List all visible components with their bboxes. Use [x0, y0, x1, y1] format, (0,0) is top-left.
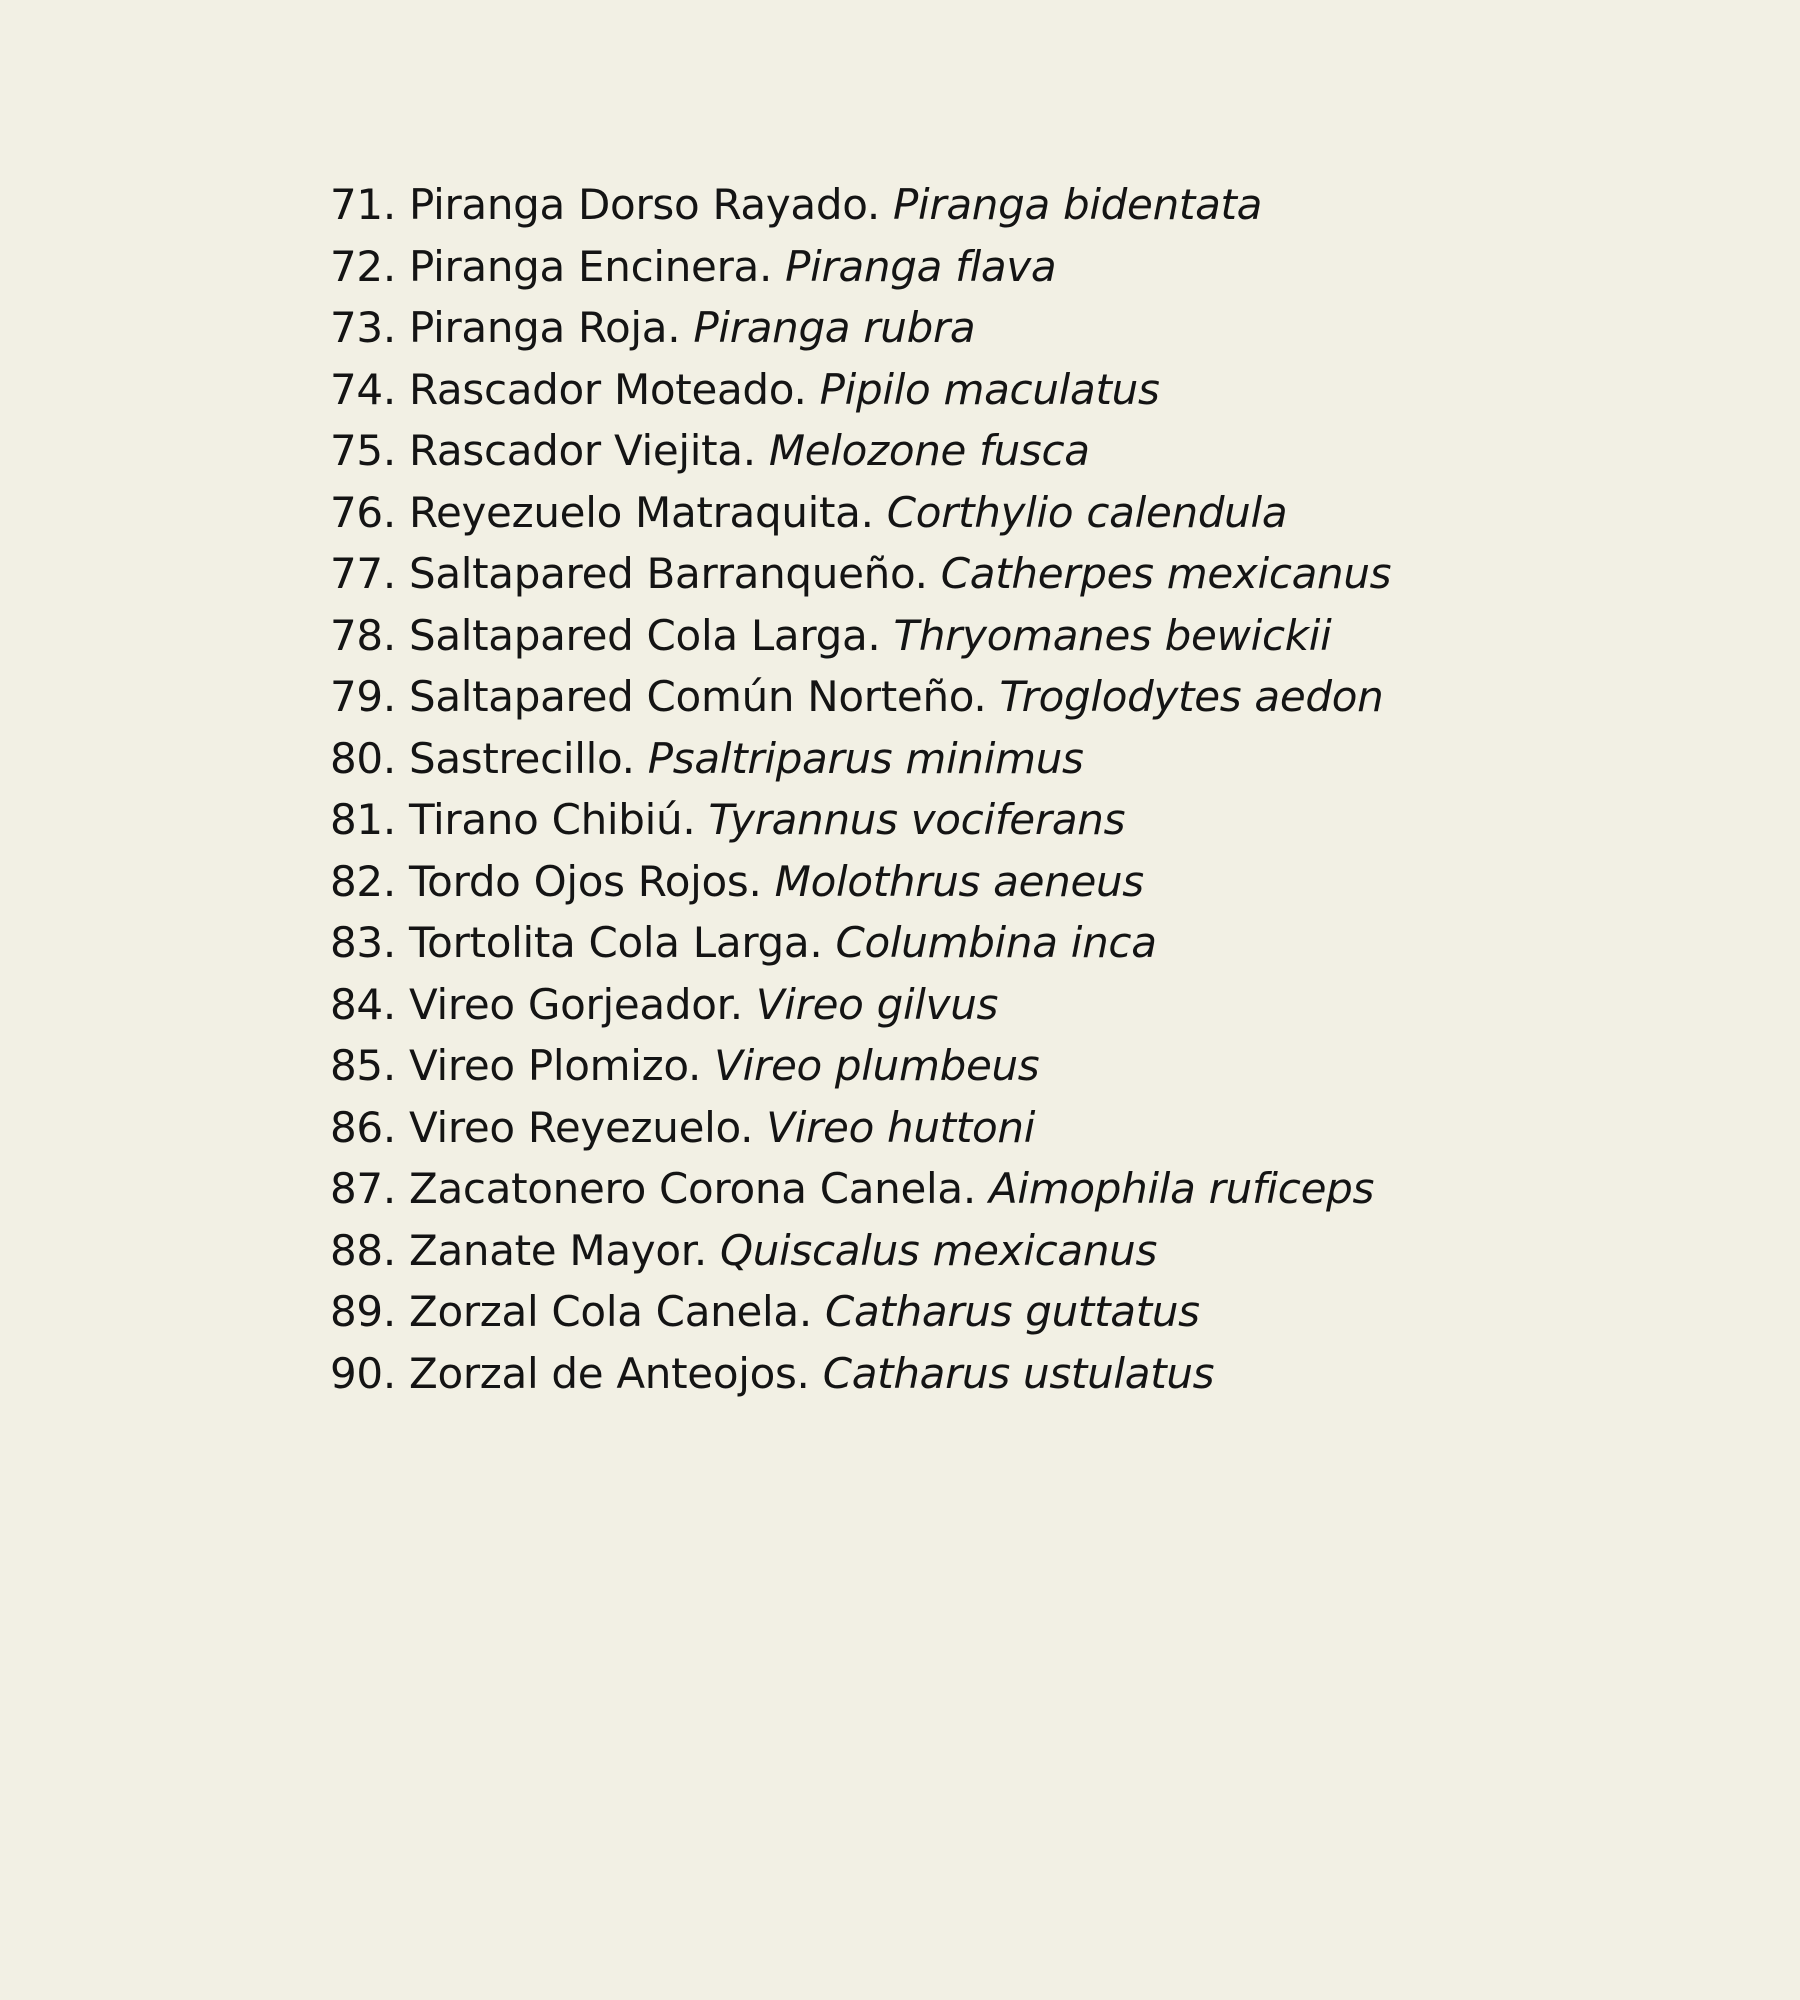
common-name: Zacatonero Corona Canela. — [408, 1164, 976, 1213]
common-name: Vireo Gorjeador. — [408, 979, 743, 1029]
item-number: 81. — [330, 795, 396, 844]
common-name: Sastrecillo. — [408, 733, 635, 783]
scientific-name: Melozone fusca — [768, 426, 1090, 475]
item-number: 80. — [330, 733, 396, 783]
list-item — [330, 236, 1391, 298]
item-number: 85. — [330, 1041, 396, 1090]
scientific-name: Tyrannus vociferans — [708, 795, 1126, 844]
item-number: 78. — [330, 610, 396, 660]
list-item — [330, 666, 1391, 728]
common-name: Tordo Ojos Rojos. — [408, 856, 762, 906]
list-item — [330, 728, 1391, 790]
scientific-name: Psaltriparus minimus — [647, 733, 1084, 783]
scientific-name: Thryomanes bewickii — [893, 610, 1332, 660]
common-name: Saltapared Cola Larga. — [408, 610, 881, 660]
list-item — [330, 605, 1391, 667]
item-number: 75. — [330, 426, 396, 475]
common-name: Reyezuelo Matraquita. — [408, 487, 874, 537]
scientific-name: Molothrus aeneus — [774, 856, 1144, 906]
scientific-name: Piranga bidentata — [892, 180, 1263, 229]
common-name: Vireo Plomizo. — [408, 1041, 702, 1090]
common-name: Piranga Roja. — [408, 303, 681, 352]
scientific-name: Columbina inca — [835, 918, 1157, 967]
item-number: 77. — [330, 549, 396, 598]
list-item — [330, 1158, 1391, 1220]
list-item — [330, 851, 1391, 913]
item-number: 79. — [330, 672, 396, 721]
item-number: 83. — [330, 918, 396, 967]
item-number: 82. — [330, 856, 396, 906]
common-name: Zorzal Cola Canela. — [408, 1287, 812, 1336]
list-item — [330, 1343, 1391, 1405]
list-item — [330, 1035, 1391, 1097]
scientific-name: Catherpes mexicanus — [940, 549, 1392, 598]
common-name: Saltapared Común Norteño. — [408, 672, 987, 721]
common-name: Piranga Encinera. — [408, 241, 773, 291]
list-item — [330, 789, 1391, 851]
scientific-name: Quiscalus mexicanus — [719, 1225, 1158, 1275]
list-item — [330, 1097, 1391, 1159]
list-item — [330, 174, 1391, 236]
scientific-name: Vireo plumbeus — [714, 1041, 1040, 1090]
list-item — [330, 912, 1391, 974]
item-number: 72. — [330, 241, 396, 291]
common-name: Zorzal de Anteojos. — [408, 1348, 810, 1398]
common-name: Rascador Moteado. — [408, 364, 807, 414]
common-name: Piranga Dorso Rayado. — [408, 180, 880, 229]
list-item — [330, 1281, 1391, 1343]
item-number: 84. — [330, 979, 396, 1029]
common-name: Rascador Viejita. — [408, 426, 756, 475]
common-name: Tirano Chibiú. — [408, 795, 696, 844]
scientific-name: Vireo huttoni — [766, 1102, 1036, 1152]
common-name: Tortolita Cola Larga. — [408, 918, 823, 967]
item-number: 73. — [330, 303, 396, 352]
scientific-name: Piranga rubra — [693, 303, 976, 352]
list-item — [330, 1220, 1391, 1282]
scientific-name: Catharus guttatus — [824, 1287, 1200, 1336]
scientific-name: Corthylio calendula — [886, 487, 1288, 537]
scientific-name: Vireo gilvus — [755, 979, 999, 1029]
list-item — [330, 359, 1391, 421]
item-number: 86. — [330, 1102, 396, 1152]
scientific-name: Aimophila ruficeps — [988, 1164, 1375, 1213]
common-name: Zanate Mayor. — [408, 1225, 707, 1275]
list-item — [330, 420, 1391, 482]
item-number: 90. — [330, 1348, 396, 1398]
scientific-name: Pipilo maculatus — [819, 364, 1160, 414]
scientific-name: Piranga flava — [785, 241, 1057, 291]
list-item — [330, 543, 1391, 605]
item-number: 76. — [330, 487, 396, 537]
item-number: 74. — [330, 364, 396, 414]
list-item — [330, 297, 1391, 359]
item-number: 88. — [330, 1225, 396, 1275]
item-number: 71. — [330, 180, 396, 229]
item-number: 87. — [330, 1164, 396, 1213]
common-name: Saltapared Barranqueño. — [408, 549, 928, 598]
item-number: 89. — [330, 1287, 396, 1336]
list-item — [330, 482, 1391, 544]
common-name: Vireo Reyezuelo. — [408, 1102, 754, 1152]
scientific-name: Catharus ustulatus — [822, 1348, 1215, 1398]
scientific-name: Troglodytes aedon — [999, 672, 1384, 721]
list-item — [330, 974, 1391, 1036]
species-list — [330, 174, 1391, 1404]
